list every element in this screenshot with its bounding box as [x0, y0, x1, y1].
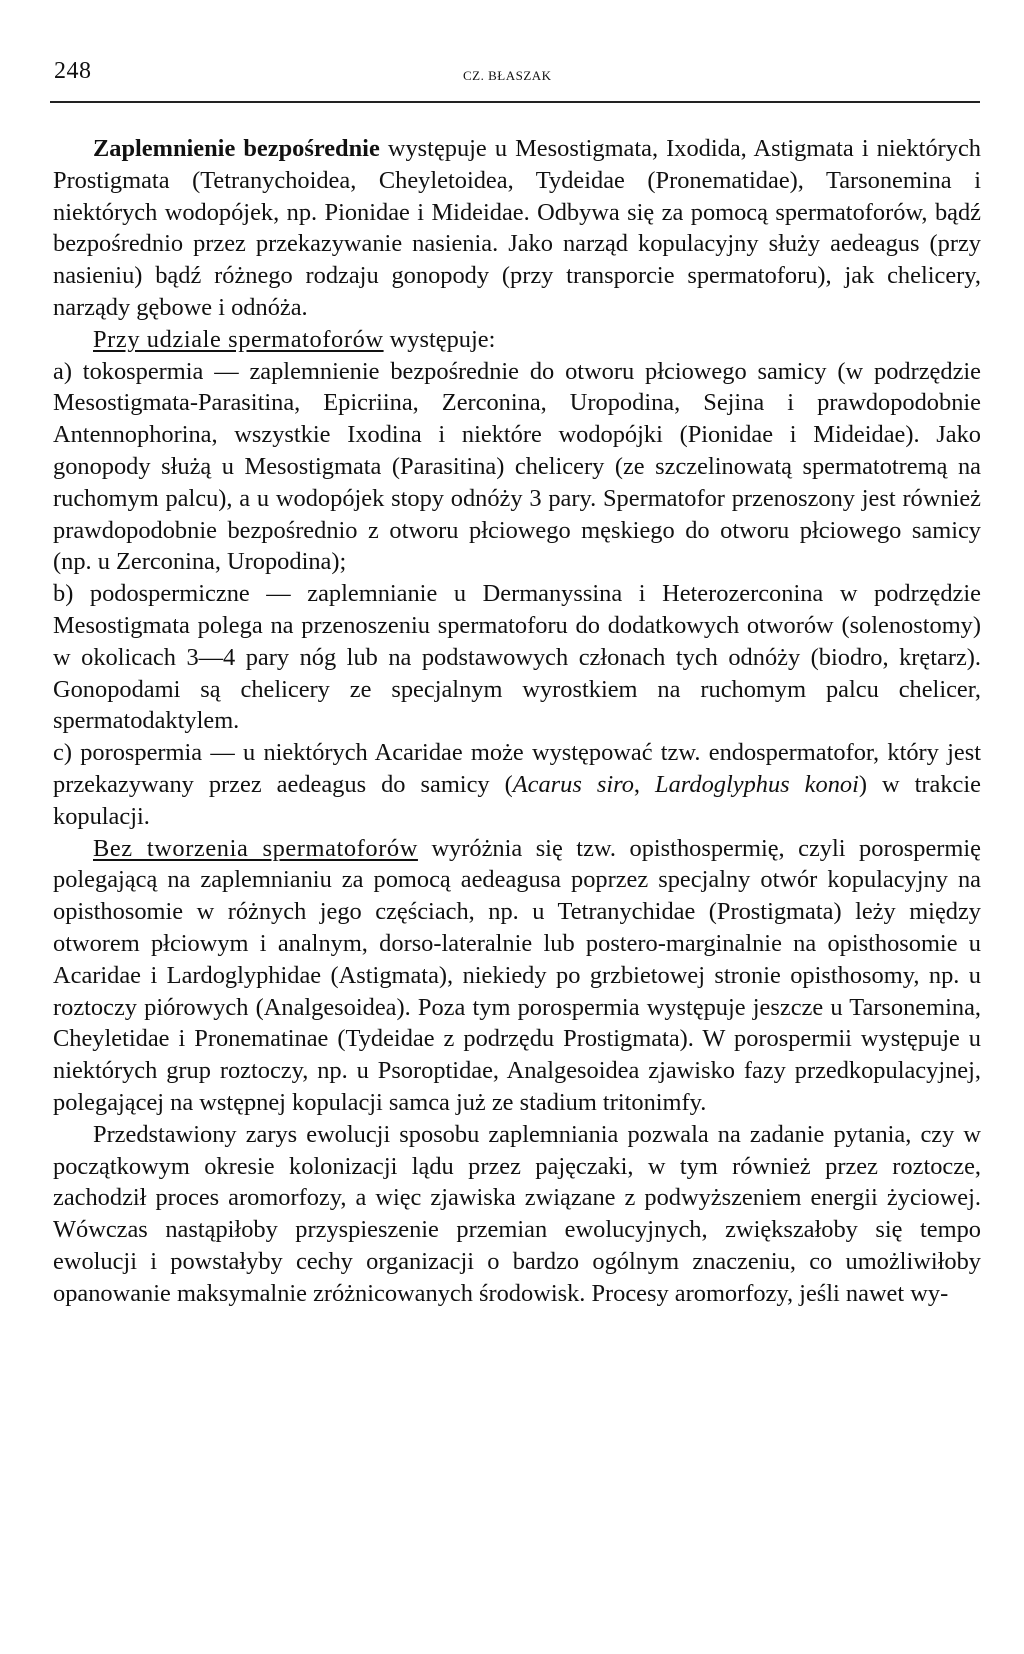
term-without-spermatophores: Bez tworzenia spermatoforów	[93, 834, 418, 862]
list-item-c	[53, 737, 981, 832]
paragraph-without-spermatophores	[53, 833, 981, 1119]
paragraph-text: występuje:	[383, 325, 496, 353]
term-direct-insemination: Zaplemnienie bezpośrednie	[93, 135, 380, 162]
paragraph-text: wyróżnia się tzw. opisthospermię, czyli porospermię polegającą na zaplemnianiu za pomocą aedeagusa poprzez specjalny otwór kopulacyjny na opisthosomie w różnych jego częściach, np. u Tetranychidae (Prostigmata) leży między otworem płciowym i analnym, dorso-lateralnie lub postero-marginalnie na opisthosomie u Acaridae i Lardoglyphidae (Astigmata), niekiedy po grzbietowej stronie opisthosomy, np. u roztoczy piórowych (Analgesoidea). Poza tym porospermia występuje jeszcze u Tarsonemina, Cheyletidae i Pronematinae (Tydeidae z podrzędu Prostigmata). W porospermii występuje u niektórych grup roztoczy, np. u Psoroptidae, Analgesoidea zjawisko fazy przedkopulacyjnej, polegającej na wstępnej kopulacji samca już ze stadium tritonimfy.	[53, 834, 981, 1116]
term-with-spermatophores: Przy udziale spermatoforów	[93, 325, 384, 353]
species-name: Lardoglyphus konoi	[655, 770, 859, 798]
body-text	[53, 133, 981, 1309]
paragraph-text: Przedstawiony zarys ewolucji sposobu zaplemniania pozwala na zadanie pytania, czy w początkowym okresie kolonizacji lądu przez pajęczaki, w tym również przez roztocze, zachodził proces aromorfozy, a więc zjawiska związane z podwyższeniem energii życiowej. Wówczas nastąpiłoby przyspieszenie przemian ewolucyjnych, zwiększałoby się tempo ewolucji i powstałyby cechy organizacji o bardzo ogólnym znaczeniu, co umożliwiłoby opanowanie maksymalnie zróżnicowanych środowisk. Procesy aromorfozy, jeśli nawet wy-	[53, 1120, 981, 1307]
paragraph-direct-insemination	[53, 133, 981, 324]
paragraph-text: występuje u Mesostigmata, Ixodida, Astigmata i niektórych Prostigmata (Tetranychoidea, Cheyletoidea, Tydeidae (Pronematidae), Tarsonemina i niektórych wodopójek, np. Pionidae i Mideidae. Odbywa się za pomocą spermatoforów, bądź bezpośrednio przez przekazywanie nasienia. Jako narząd kopulacyjny służy aedeagus (przy nasieniu) bądź różnego rodzaju gonopody (przy transporcie spermatoforu), jak chelicery, narządy gębowe i odnóża.	[53, 135, 981, 321]
list-item-a	[53, 356, 981, 579]
list-item-text: a) tokospermia — zaplemnienie bezpośrednie do otworu płciowego samicy (w podrzędzie Mesostigmata-Parasitina, Epicriina, Zerconina, Uropodina, Sejina i prawdopodobnie Antennophorina, wszystkie Ixodina i niektóre wodopójki (Pionidae i Mideidae). Jako gonopody służą u Mesostigmata (Parasitina) chelicery (ze szczelinowatą spermatotremą na ruchomym palcu), a u wodopójek stopy odnóży 3 pary. Spermatofor przenoszony jest również prawdopodobnie bezpośrednio z otworu płciowego męskiego do otworu płciowego samicy (np. u Zerconina, Uropodina);	[53, 357, 981, 576]
list-item-b	[53, 578, 981, 737]
list-item-text: c) porospermia — u niektórych Acaridae może występować tzw. endospermatofor, który jest przekazywany przez aedeagus do samicy (	[53, 739, 981, 798]
page-number: 248	[54, 58, 92, 84]
list-item-text: ,	[633, 770, 656, 798]
species-name: Acarus siro	[512, 770, 634, 798]
list-item-text: b) podospermiczne — zaplemnianie u Dermanyssina i Heterozerconina w podrzędzie Mesostigmata polega na przenoszeniu spermatoforu do dodatkowych otworów (solenostomy) w okolicach 3—4 pary nóg lub na podstawowych członach tych odnóży (biodro, krętarz). Gonopodami są chelicery ze specjalnym wyrostkiem na ruchomym palcu chelicer, spermatodaktylem.	[53, 580, 981, 735]
running-title: CZ. BŁASZAK	[463, 68, 552, 83]
paragraph-with-spermatophores	[53, 324, 981, 356]
paragraph-aromorphosis	[53, 1119, 981, 1310]
running-head	[50, 58, 980, 98]
list-item-text: ) w trakcie kopulacji.	[53, 770, 981, 830]
header-rule	[50, 101, 980, 103]
